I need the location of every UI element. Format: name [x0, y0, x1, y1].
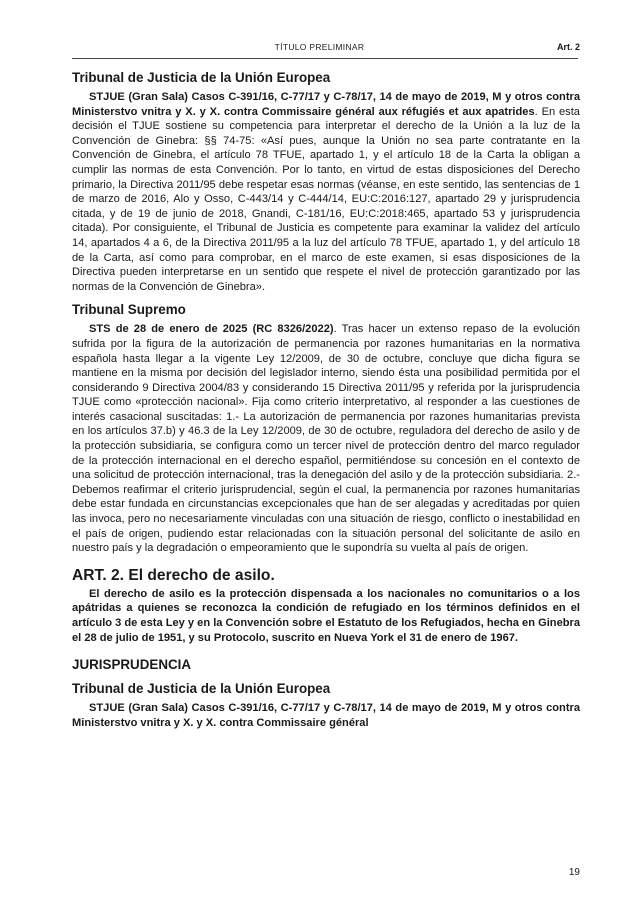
case-citation: STJUE (Gran Sala) Casos C-391/16, C-77/17 y C-78/17, 14 de mayo de 2019, M y otros contra Ministerstvo vnitra y X. y X. contra Commissaire général [72, 702, 580, 729]
header-title: TÍTULO PRELIMINAR [274, 42, 365, 52]
case-text: . En esta decisión el TJUE sostiene su competencia para interpretar el derecho de la Unión a la luz de la Convención de Ginebra: §§ 74-75: «Así pues, aunque la Unión no sea parte contratante en la Convención de Ginebra, el artículo 78 TFUE, apartado 1, y el artículo 18 de la Carta la obligan a cumplir las normas de esta Convención. Por lo tanto, en virtud de estas disposiciones del Derecho primario, la Directiva 2011/95 debe respetar esas normas (véanse, en este sentido, las sentencias de 1 de marzo de 2016, Alo y Osso, C-443/14 y C-444/14, EU:C:2016:127, apartado 29 y jurisprudencia citada, y de 19 de junio de 2018, Gnandi, C-181/16, EU:C:2018:465, apartado 53 y jurisprudencia citada). Por consiguiente, el Tribunal de Justicia es competente para examinar la validez del artículo 14, apartados 4 a 6, de la Directiva 2011/95 a la luz del artículo 78 TFUE, apartado 1, y del artículo 18 de la Carta, así como para comprobar, en el marco de este examen, si esas disposiciones de la Directiva pueden interpretarse en un sentido que respete el nivel de protección garantizado por las normas de la Convención de Ginebra». [72, 105, 580, 293]
case-paragraph [72, 322, 580, 556]
running-header [0, 42, 639, 56]
article-text: El derecho de asilo es la protección dispensada a los nacionales no comunitarios o a los apátridas a quienes se reconozca la condición de refugiado en los términos definidos en el artículo 3 de esta Ley y en la Convención sobre el Estatuto de los Refugiados, hecha en Ginebra el 28 de julio de 1951, y su Protocolo, suscrito en Nueva York el 31 de enero de 1967. [72, 587, 580, 644]
case-text: . Tras hacer un extenso repaso de la evolución sufrida por la figura de la autorización de permanencia por razones humanitarias en la normativa española hasta llegar a la vigente Ley 12/2009, de 30 de octubre, concluye que dicha figura se mantiene en la misma por decisión del legislador interno, siendo ésta una posibilidad permitida por el considerando 9 Directiva 2004/83 y considerando 15 Directiva 2011/95 y referida por la jurisprudencia TJUE como «protección nacional». Fija como criterio interpretativo, al responder a las cuestiones de interés casacional suscitadas: 1.- La autorización de permanencia por razones humanitarias prevista en los artículos 37.b) y 46.3 de la Ley 12/2009, de 30 de octubre, reguladora del derecho de asilo y de la protección subsidiaria, se configura como un tercer nivel de protección dentro del marco regulador de la protección internacional en el derecho español, permitiéndose su concesión en el contexto de una solicitud de protección internacional, tras la denegación del asilo y de la protección subsidiaria. 2.- Debemos reafirmar el criterio jurisprudencial, según el cual, la permanencia por razones humanitarias debe estar fundada en circunstancias excepcionales que han de ser alegadas y acreditadas por quien las invoca, pero no necesariamente vinculadas con una situación de riesgo, conflicto o inestabilidad en el país de origen, pudiendo estar relacionadas con la situación personal del solicitante de asilo en nuestro país y la degradación o empeoramiento que le supondría su vuelta al país de origen. [72, 323, 580, 555]
case-block-tjue [72, 70, 580, 294]
court-heading: Tribunal de Justicia de la Unión Europea [72, 681, 331, 697]
header-article: Art. 2 [556, 42, 580, 52]
case-paragraph [72, 90, 580, 294]
header-rule [72, 58, 578, 59]
page-content [72, 70, 580, 730]
case-paragraph [72, 701, 580, 730]
court-heading: Tribunal de Justicia de la Unión Europea [72, 70, 331, 85]
case-block-ts [72, 302, 580, 556]
jurisprudence-heading: JURISPRUDENCIA [72, 657, 192, 673]
court-heading: Tribunal Supremo [72, 302, 186, 318]
article-heading: ART. 2. El derecho de asilo. [72, 566, 275, 584]
case-citation: STJUE (Gran Sala) Casos C-391/16, C-77/17 y C-78/17, 14 de mayo de 2019, M y otros contra Ministerstvo vnitra y X. y X. contra Commissaire général aux réfugiés et aux apatrides [72, 91, 580, 118]
case-citation: STS de 28 de enero de 2025 (RC 8326/2022) [89, 323, 334, 336]
page-number: 19 [568, 867, 580, 878]
